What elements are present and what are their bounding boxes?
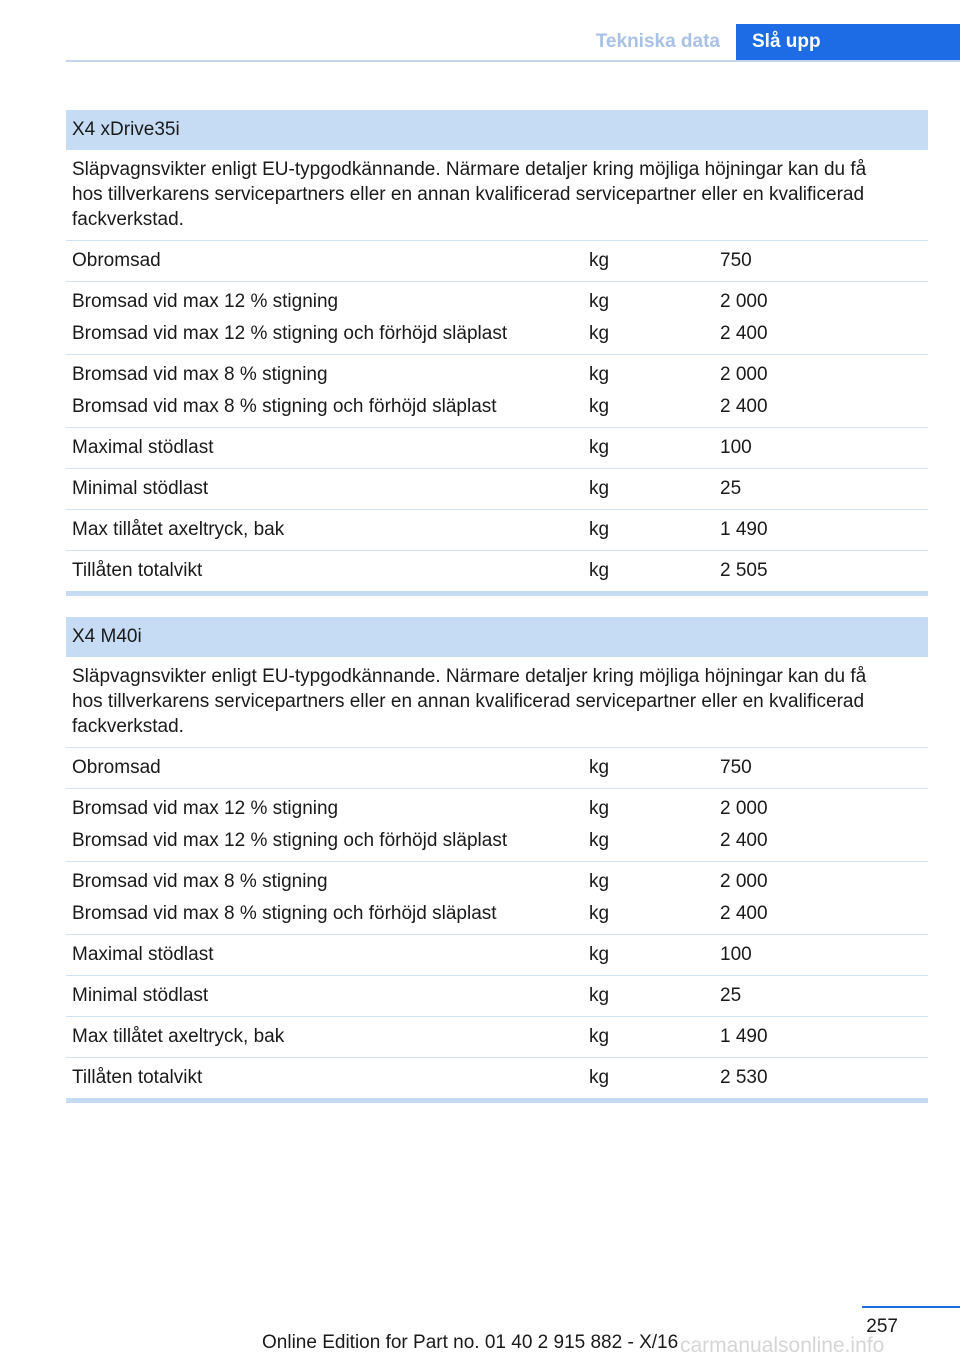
row-label: Maximal stödlast [72,944,214,965]
row-label: Tillåten totalvikt [72,560,203,581]
row-value: 2 000 [720,798,768,819]
row-label: Max tillåtet axeltryck, bak [72,519,285,540]
table-row [66,1017,928,1058]
row-unit: kg [589,364,610,385]
row-unit: kg [589,519,610,540]
row-value: 750 [720,250,752,271]
table-row [66,428,928,469]
lookup-tab[interactable]: Slå upp [736,24,960,60]
table-row [66,1058,928,1103]
table-row [66,241,928,282]
row-line [66,249,928,273]
row-value: 100 [720,944,752,965]
row-label: Bromsad vid max 8 % stigning [72,871,328,892]
row-line [66,1066,928,1090]
table-row [66,282,928,355]
row-line [66,756,928,780]
row-unit: kg [589,560,610,581]
row-line [66,943,928,967]
page-number-bar [862,1306,960,1308]
table-row [66,510,928,551]
row-line [66,477,928,501]
row-value: 2 400 [720,396,768,417]
row-value: 25 [720,985,742,1006]
row-label: Bromsad vid max 8 % stigning och förhöjd släplast [72,396,497,417]
row-unit: kg [589,1026,610,1047]
table-row [66,748,928,789]
row-unit: kg [589,830,610,851]
table-row [66,976,928,1017]
footer-edition: Online Edition for Part no. 01 40 2 915 882 - X/16 [262,1332,679,1353]
spec-table-x4-xdrive35i [66,110,928,596]
row-line [66,870,928,894]
row-value: 25 [720,478,742,499]
row-line [66,902,928,926]
row-value: 2 000 [720,364,768,385]
row-unit: kg [589,396,610,417]
row-unit: kg [589,250,610,271]
page-number: 257 [866,1316,898,1337]
row-label: Bromsad vid max 8 % stigning och förhöjd släplast [72,903,497,924]
row-line [66,436,928,460]
row-label: Bromsad vid max 12 % stigning [72,291,339,312]
row-label: Minimal stödlast [72,985,209,1006]
row-value: 1 490 [720,519,768,540]
row-value: 2 505 [720,560,768,581]
row-unit: kg [589,757,610,778]
table-row [66,935,928,976]
row-label: Bromsad vid max 8 % stigning [72,364,328,385]
table-row [66,469,928,510]
row-unit: kg [589,871,610,892]
table-note: Släpvagnsvikter enligt EU-typgodkännande. Närmare detaljer kring möjliga höjningar kan du få hos tillverkarens servicepartners eller en annan kvalificerad servicepartner eller en kvalificerad fackverkstad. [66,657,928,748]
row-label: Bromsad vid max 12 % stigning och förhöjd släplast [72,323,508,344]
row-unit: kg [589,985,610,1006]
row-label: Bromsad vid max 12 % stigning och förhöjd släplast [72,830,508,851]
page-header [66,24,960,62]
row-value: 1 490 [720,1026,768,1047]
row-value: 2 530 [720,1067,768,1088]
row-value: 2 000 [720,291,768,312]
table-note: Släpvagnsvikter enligt EU-typgodkännande. Närmare detaljer kring möjliga höjningar kan du få hos tillverkarens servicepartners eller en annan kvalificerad servicepartner eller en kvalificerad fackverkstad. [66,150,928,241]
row-label: Maximal stödlast [72,437,214,458]
row-unit: kg [589,291,610,312]
table-title: X4 M40i [66,617,928,657]
table-row [66,862,928,935]
row-unit: kg [589,437,610,458]
row-value: 2 400 [720,323,768,344]
section-title: Tekniska data [595,31,720,52]
row-line [66,518,928,542]
table-row [66,355,928,428]
row-value: 100 [720,437,752,458]
row-line [66,829,928,853]
row-line [66,290,928,314]
row-label: Tillåten totalvikt [72,1067,203,1088]
row-value: 2 400 [720,830,768,851]
row-label: Bromsad vid max 12 % stigning [72,798,339,819]
table-row [66,789,928,862]
row-unit: kg [589,1067,610,1088]
row-value: 2 400 [720,903,768,924]
row-line [66,559,928,583]
row-line [66,1025,928,1049]
row-label: Minimal stödlast [72,478,209,499]
table-row [66,551,928,596]
row-line [66,395,928,419]
row-line [66,797,928,821]
table-title: X4 xDrive35i [66,110,928,150]
row-value: 2 000 [720,871,768,892]
row-label: Max tillåtet axeltryck, bak [72,1026,285,1047]
row-line [66,363,928,387]
row-unit: kg [589,478,610,499]
row-value: 750 [720,757,752,778]
row-label: Obromsad [72,250,161,271]
watermark: carmanualsonline.info [680,1334,885,1357]
row-unit: kg [589,323,610,344]
row-line [66,322,928,346]
row-unit: kg [589,903,610,924]
spec-table-x4-m40i [66,617,928,1103]
row-unit: kg [589,944,610,965]
row-unit: kg [589,798,610,819]
row-line [66,984,928,1008]
row-label: Obromsad [72,757,161,778]
